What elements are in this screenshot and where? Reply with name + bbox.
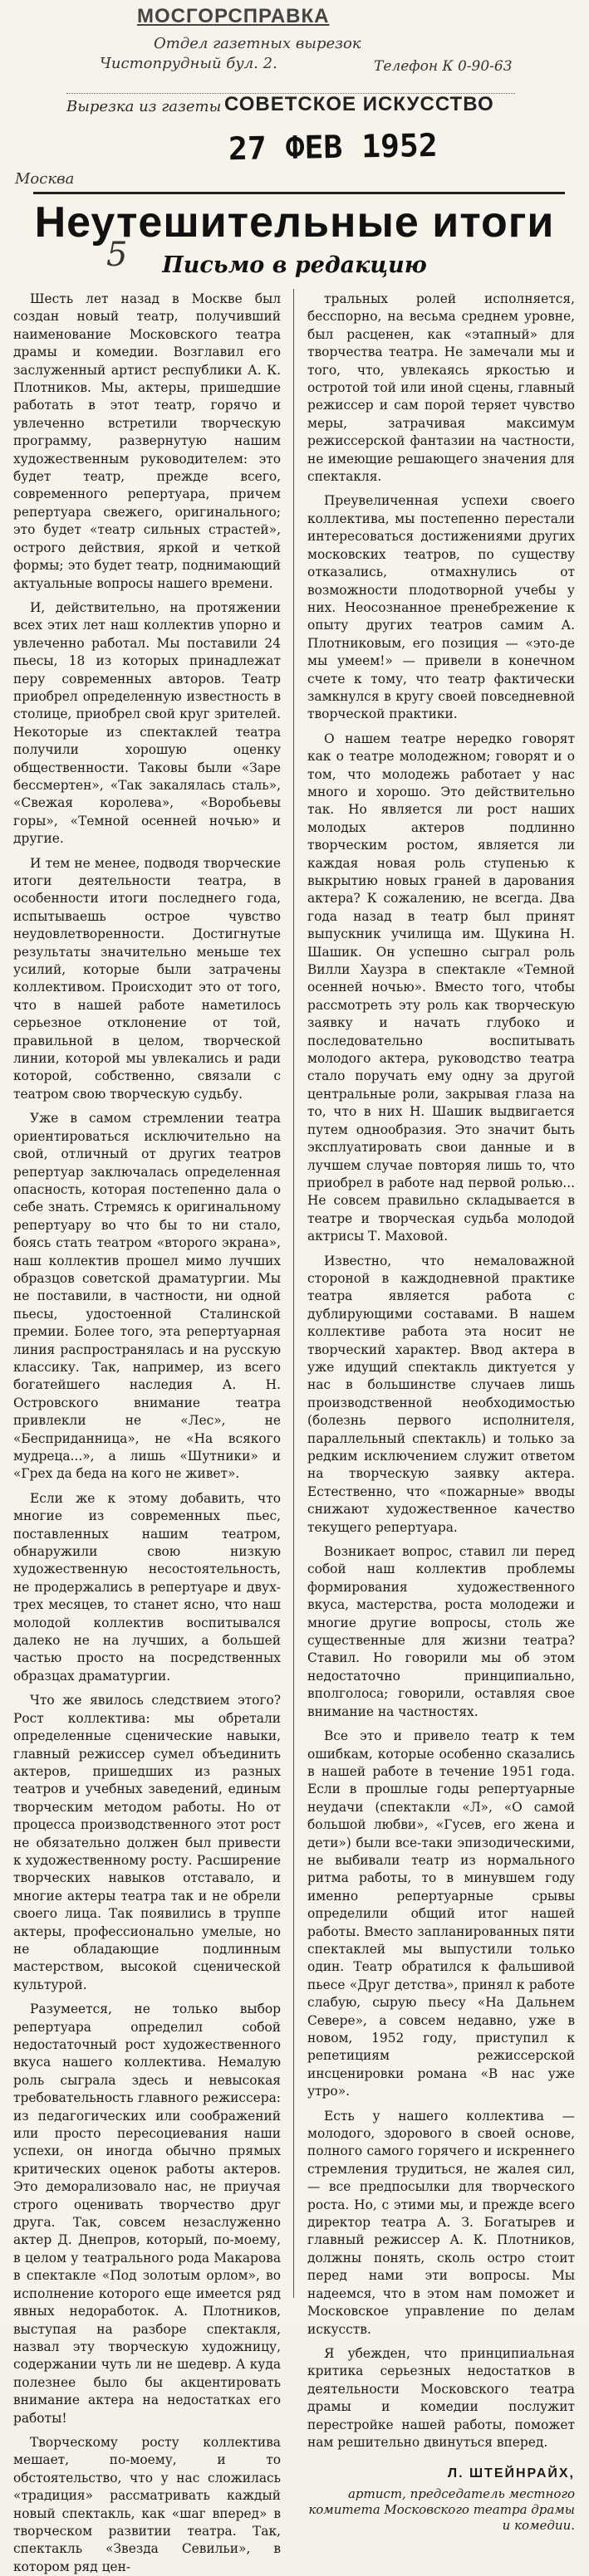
paragraph: тральных ролей исполняется, бесспорно, на весьма среднем уровне, был расценен, как «этапный» для творчества театра. Не замечали мы и того, что, увлекаясь яркостью и остротой той или иной сцены, главный режиссер и сам порой теряет чувство меры, затрачивая максимум режиссерской фантазии на частности, не имеющие решающего значения для спектакля. — [307, 291, 575, 485]
article-column-right — [307, 291, 575, 2533]
signature-name: Л. ШТЕЙНРАЙХ, — [447, 2466, 575, 2481]
paragraph: Уже в самом стремлении театра ориентироваться исключительно на свой, отличный от других театров репертуар заключалась определенная опасность, которая постепенно дала о себе знать. Стремясь к оригинальному репертуару во что бы то ни стало, боясь стать театром «второго экрана», наш коллектив прошел мимо лучших образцов советской драматургии. Мы не поставили, в частности, ни одной пьесы, удостоенной Сталинской премии. Более того, эта репертуарная линия распространялась и на русскую классику. Так, например, из всего богатейшего наследия А. Н. Островского внимание театра привлекли не «Лес», не «Бесприданница», не «На всякого мудреца...», а лишь «Шутники» и «Грех да беда на кого не живет». — [13, 1111, 281, 1482]
bureau-phone: Телефон К 0-90-63 — [374, 58, 513, 75]
title-rule — [33, 192, 565, 194]
paragraph: Разумеется, не только выбор репертуара определил собой недостаточный рост художественного вкуса нашего коллектива. Немалую роль сыграла здесь и невысокая требовательность главного режиссера: из педагогических или соображений или просто пересоциевания наши успехи, он иногда обычно прямых критических оценок работы актеров. Это деморализовало нас, не приучая строго оценивать творчество друг друга. Так, совсем незаслуженно актер Д. Днепров, который, по-моему, в целом у театрального рода Макарова в спектакле «Под золотым орлом», во исполнение которого еще имеется ряд явных недоработок. А. Плотников, выступая на разборе спектакля, назвал эту творческую художницу, содержании чуть ли не шедевр. А куда полезнее было бы акцентировать внимание актера на недостатках его работы! — [13, 2002, 281, 2426]
date-stamp: 27 ФЕВ 1952 — [228, 126, 439, 168]
paragraph: И, действительно, на протяжении всех этих лет наш коллектив упорно и увлеченно работал. Мы поставили 24 пьесы, 18 из которых принадлежат перу современных авторов. Театр приобрел определенную известность в столице, приобрел свой круг зрителей. Некоторые из спектаклей театра получили хорошую оценку общественности. Таковы были «Заре бессмертен», «Так закалялась сталь», «Свежая королева», «Воробьевы горы», «Темной осенней ночью» и другие. — [13, 599, 281, 847]
clipping-header — [66, 0, 515, 178]
paragraph: Преувеличенная успехи своего коллектива, мы постепенно перестали интересоваться достижениями других московских театров, по существу отказались, отмахнулись от возможности плодотворной учебы у них. Неосознанное пренебрежение к опыту других театров самим А. Плотниковым, его позиция — «это-де мы умеем!» — привели в конечном счете к тому, что театр фактически замкнулся в кругу своей повседневной творческой практики. — [307, 493, 575, 722]
paragraph: И тем не менее, подводя творческие итоги деятельности театра, в особенности итоги последнего года, испытываешь острое чувство неудовлетворенности. Достигнутые результаты значительно меньше тех усилий, которые были затрачены коллективом. Происходит это от того, что в нашей работе наметилось серьезное отклонение от той, правильной в целом, творческой линии, которой мы увлекались и ради которой, собственно, связали с театром свою творческую судьбу. — [13, 855, 281, 1102]
paragraph: Есть у нашего коллектива — молодого, здорового в своей основе, полного самого горячего и искреннего стремления трудиться, не жалея сил, — все предпосылки для творческого роста. Но, с этими мы, и прежде всего директор театра А. З. Богатырев и главный режиссер А. К. Плотников, должны понять, сколь остро стоит перед нами эти вопросы. Мы надеемся, что в этом нам поможет и Московское управление по делам искусств. — [307, 2108, 575, 2337]
bureau-address: Чистопрудный бул. 2. — [100, 55, 277, 72]
signature-block — [307, 2465, 575, 2533]
paragraph: Все это и привело театр к тем ошибкам, которые особенно сказались в нашей работе в течение 1951 года. Если в прошлые годы репертуарные неудачи (спектакли «Л», «О самой большой любви», «Гусев, его жена и дети») были все-таки эпизодическими, не выбивали театр из нормального ритма работы, то в минувшем году именно репертуарные срывы определили общий итог нашей работы. Вместо запланированных пяти спектаклей мы выпустили только один. Театр обратился к фальшивой пьесе «Друг детства», принял к работе слабую, сырую пьесу «На Дальнем Севере», а совсем недавно, уже в новом, 1952 году, приступил к репетициям режиссерской инсценировки романа «В нас уже утро». — [307, 1728, 575, 2099]
paragraph: Я убежден, что принципиальная критика серьезных недостатков в деятельности Московского театра драмы и комедии послужит перестройке нашей работы, поможет нам решительно двинуться вперед. — [307, 2345, 575, 2450]
article-subtitle: Письмо в редакцию — [162, 252, 427, 278]
signature-title: артист, председатель местного комитета Московского театра драмы и комедии. — [308, 2486, 575, 2533]
paragraph: Шесть лет назад в Москве был создан новый театр, получивший наименование Московского театра драмы и комедии. Возглавил его заслуженный артист республики А. К. Плотников. Мы, актеры, пришедшие работать в этот театр, горячо и увлеченно встретили творческую программу, развернутую нашим художественным руководителем: это будет театр, прежде всего, современного репертуара, причем репертуара свежего, оригинального; это будет «театр сильных страстей», острого действия, яркой и четкой формы; это будет театр, поднимающий актуальные вопросы нашего времени. — [13, 291, 281, 591]
bureau-department: Отдел газетных вырезок — [154, 35, 361, 52]
paragraph: Известно, что немаловажной стороной в каждодневной практике театра является работа с дублирующими составами. В нашем коллективе работа эта носит не творческий характер. Ввод актера в уже идущий спектакль диктуется у нас в большинстве случаев лишь производственной необходимостью (болезнь первого исполнителя, параллельный спектакль) и только за редким исключением служит ответом на творческую заявку актера. Естественно, что «пожарные» вводы снижают художественное качество текущего репертуара. — [307, 1253, 575, 1535]
newspaper-name: СОВЕТСКОЕ ИСКУССТВО — [224, 93, 494, 115]
pencil-mark-icon — [101, 234, 135, 276]
article-title: Неутешительные итоги — [34, 198, 555, 247]
pencil-mark-text: 5 — [106, 236, 128, 274]
paragraph: Творческому росту коллектива мешает, по-моему, и то обстоятельство, что у нас сложилась «традиция» рассматривать каждый новый спектакль, как «шаг вперед» в творческом развитии театра. Так, спектакль «Звезда Севильи», в котором ряд цен- — [13, 2434, 281, 2574]
paragraph: Что же явилось следствием этого? Рост коллектива: мы обретали определенные сценические навыки, главный режиссер сумел объединить актеров, пришедших из разных театров и учебных заведений, единым творческим методом работы. Но от процесса производственного этот рост не обязательно должен был привести к художественному росту. Расширение творческих навыков отставало, и многие актеры театра так и не обрели своего лица. Так появились в труппе актеры, профессионально умелые, но не обладающие подлинным мастерством, высокой сценической культурой. — [13, 1693, 281, 1992]
bureau-name: МОСГОРСПРАВКА — [137, 5, 330, 27]
paragraph: Возникает вопрос, ставил ли перед собой наш коллектив проблемы формирования художественного вкуса, мастерства, роста молодежи и многие другие вопросы, столь же существенные для жизни театра? Ставил. Но говорили мы об этом недостаточно принципиально, вполголоса; говорили, оставляя свое внимание на частностях. — [307, 1544, 575, 1719]
article-column-left — [13, 291, 281, 2574]
clip-source-label: Вырезка из газеты — [66, 98, 222, 115]
column-divider — [293, 289, 294, 2298]
paragraph: О нашем театре нередко говорят как о театре молодежном; говорят и о том, что молодежь работает у нас много и хорошо. Это действительно так. Но является ли рост наших молодых актеров подлинно творческим ростом, является ли каждая новая роль ступенью к выкрытию новых граней в дарования актера? К сожалению, не всегда. Два года назад в театр был принят выпускник училища им. Щукина Н. Шашик. Он успешно сыграл роль Вилли Хаузра в спектакле «Темной осенней ночью». Вместо того, чтобы рассмотреть эту роль как творческую заявку и начать глубоко и последовательно воспитывать молодого актера, руководство театра стало поручать ему одну за другой центральные роли, закрывая глаза на то, что в них Н. Шашик выдвигается путем однообразия. Это значит быть эксплуатировать свои данные и в лучшем случае повторяя лишь то, что приобрел в работе над первой ролью... Не совсем правильно складывается в театре и творческая судьба молодой актрисы Т. Маховой. — [307, 731, 575, 1244]
city-label: Москва — [15, 170, 75, 188]
paragraph: Если же к этому добавить, что многие из современных пьес, поставленных нашим театром, обнаружили свою низкую художественную несостоятельность, не продержались в репертуаре и двух-трех месяцев, то станет ясно, что наш молодой коллектив воспитывался далеко не на лучших, а большей частью просто на посредственных образцах драматургии. — [13, 1490, 281, 1684]
